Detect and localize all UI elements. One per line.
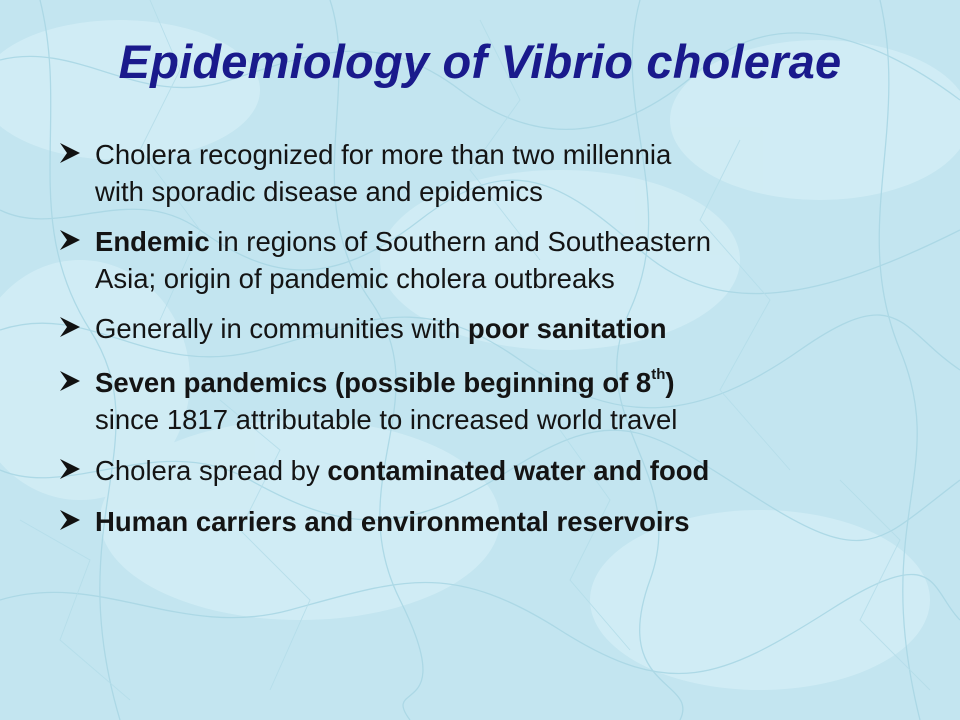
bullet-text: since 1817 attributable to increased world travel xyxy=(95,404,678,435)
bullet-item xyxy=(58,452,948,489)
bullet-text: Generally in communities with xyxy=(95,313,468,344)
bullet-text: with sporadic disease and epidemics xyxy=(95,176,543,207)
slide-title: Epidemiology of Vibrio cholerae xyxy=(118,35,842,88)
bullet-item xyxy=(58,223,948,297)
bullet-text: Asia; origin of pandemic cholera outbreaks xyxy=(95,263,615,294)
arrowhead-bullet-icon xyxy=(58,457,82,481)
bullet-bold-text: Seven pandemics (possible beginning of 8 xyxy=(95,367,652,398)
bullet-text: Cholera spread by xyxy=(95,455,328,486)
bullet-bold-text: Endemic xyxy=(95,226,210,257)
arrowhead-bullet-icon xyxy=(58,508,82,532)
bullet-text: in regions of Southern and Southeastern xyxy=(209,226,712,257)
bullet-bold-text: Human carriers and environmental reservoirs xyxy=(95,506,690,537)
bullet-item xyxy=(58,364,948,438)
bullet-bold-text: ) xyxy=(665,367,675,398)
bullet-bold-text: contaminated water and food xyxy=(327,455,710,486)
superscript-th: th xyxy=(651,365,666,383)
arrowhead-bullet-icon xyxy=(58,141,82,165)
bullet-list xyxy=(58,136,948,540)
arrowhead-bullet-icon xyxy=(58,369,82,393)
bullet-bold-text: poor sanitation xyxy=(467,313,667,344)
bullet-item xyxy=(58,310,948,347)
bullet-text: Cholera recognized for more than two millennia xyxy=(95,139,672,170)
arrowhead-bullet-icon xyxy=(58,228,82,252)
bullet-item xyxy=(58,503,948,540)
bullet-item xyxy=(58,136,948,210)
arrowhead-bullet-icon xyxy=(58,315,82,339)
